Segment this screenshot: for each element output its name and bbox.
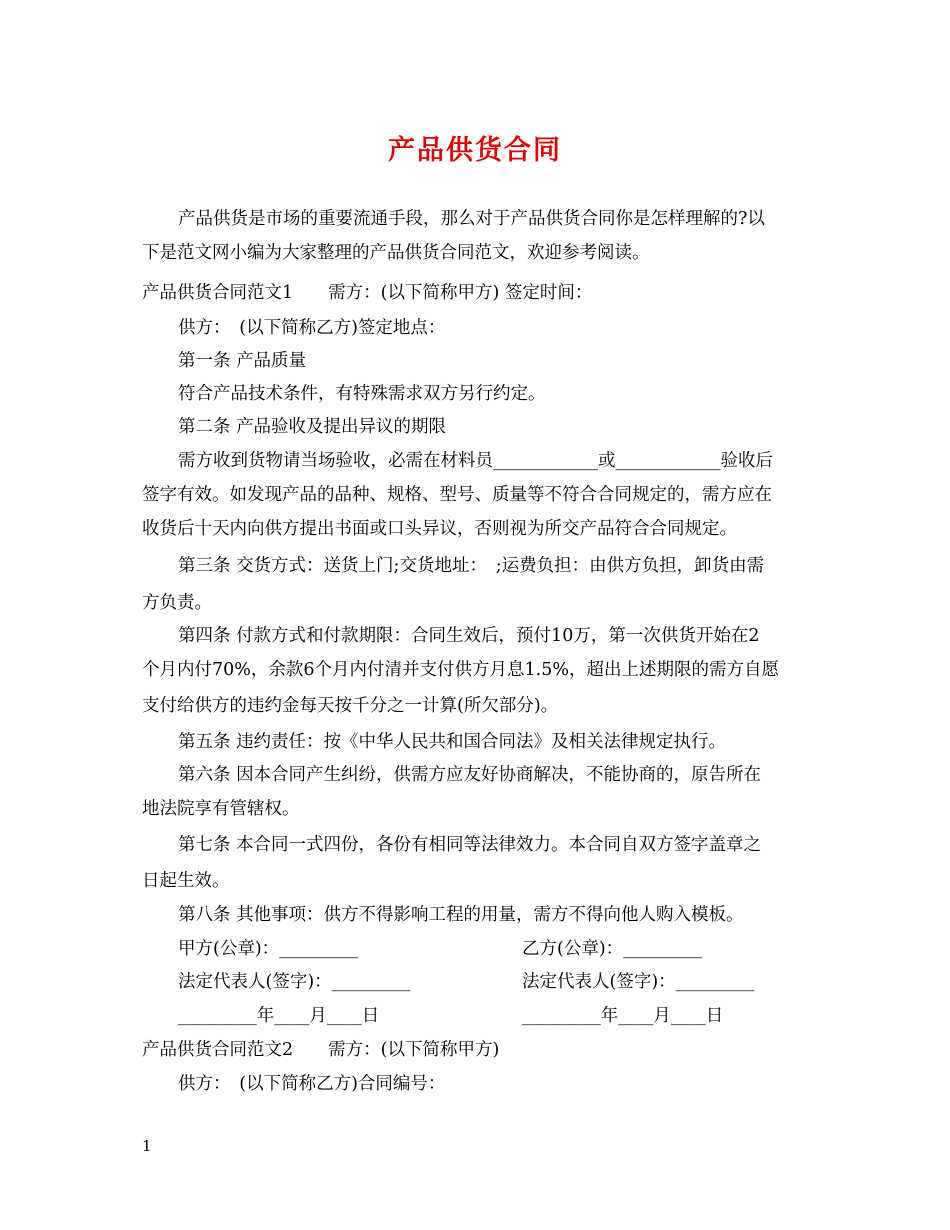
article-3-line-2: 方负责。 — [142, 593, 212, 613]
article-6-line-1: 第六条 因本合同产生纠纷，供需方应友好协商解决，不能协商的，原告所在 — [178, 765, 762, 785]
article-7-line-2: 日起生效。 — [142, 871, 230, 891]
sample1-heading: 产品供货合同范文1 需方：(以下简称甲方) 签定时间： — [142, 283, 593, 303]
sample2-supplier-line: 供方： (以下简称乙方)合同编号： — [178, 1074, 446, 1094]
representative-a: 法定代表人(签字)：_________ — [178, 972, 411, 992]
article-4-line-2: 个月内付70%，余款6个月内付清并支付供方月息1.5%，超出上述期限的需方自愿 — [142, 660, 779, 680]
date-b: _________年____月____日 — [522, 1006, 724, 1026]
article-2-title: 第二条 产品验收及提出异议的期限 — [178, 417, 447, 437]
article-4-line-1: 第四条 付款方式和付款期限：合同生效后，预付10万，第一次供货开始在2 — [178, 626, 760, 646]
intro-line-2: 下是范文网小编为大家整理的产品供货合同范文，欢迎参考阅读。 — [142, 243, 650, 263]
article-1-title: 第一条 产品质量 — [178, 351, 307, 371]
article-1-text: 符合产品技术条件，有特殊需求双方另行约定。 — [178, 384, 546, 404]
intro-line-1: 产品供货是市场的重要流通手段，那么对于产品供货合同你是怎样理解的?以 — [178, 209, 765, 229]
supplier-line: 供方： (以下简称乙方)签定地点： — [178, 318, 446, 338]
article-3-line-1: 第三条 交货方式：送货上门;交货地址： ;运费负担：由供方负担，卸货由需 — [178, 556, 765, 576]
party-a-seal: 甲方(公章)：_________ — [178, 939, 358, 959]
article-2-line-2: 签字有效。如发现产品的品种、规格、型号、质量等不符合合同规定的，需方应在 — [142, 485, 772, 505]
document-title: 产品供货合同 — [388, 135, 562, 166]
article-6-line-2: 地法院享有管辖权。 — [142, 799, 300, 819]
page-number: 1 — [142, 1137, 152, 1155]
article-4-line-3: 支付给供方的违约金每天按千分之一计算(所欠部分)。 — [142, 696, 559, 716]
article-8-line: 第八条 其他事项：供方不得影响工程的用量，需方不得向他人购入模板。 — [178, 905, 744, 925]
article-7-line-1: 第七条 本合同一式四份，各份有相同等法律效力。本合同自双方签字盖章之 — [178, 835, 762, 855]
party-b-seal: 乙方(公章)：_________ — [522, 939, 702, 959]
article-2-line-1: 需方收到货物请当场验收，必需在材料员____________或____________验收后 — [178, 451, 773, 471]
article-5-line: 第五条 违约责任：按《中华人民共和国合同法》及相关法律规定执行。 — [178, 732, 727, 752]
date-a: _________年____月____日 — [178, 1006, 380, 1026]
representative-b: 法定代表人(签字)：_________ — [522, 972, 755, 992]
sample2-heading: 产品供货合同范文2 需方：(以下简称甲方) — [142, 1040, 500, 1060]
article-2-line-3: 收货后十天内向供方提出书面或口头异议，否则视为所交产品符合合同规定。 — [142, 519, 737, 539]
